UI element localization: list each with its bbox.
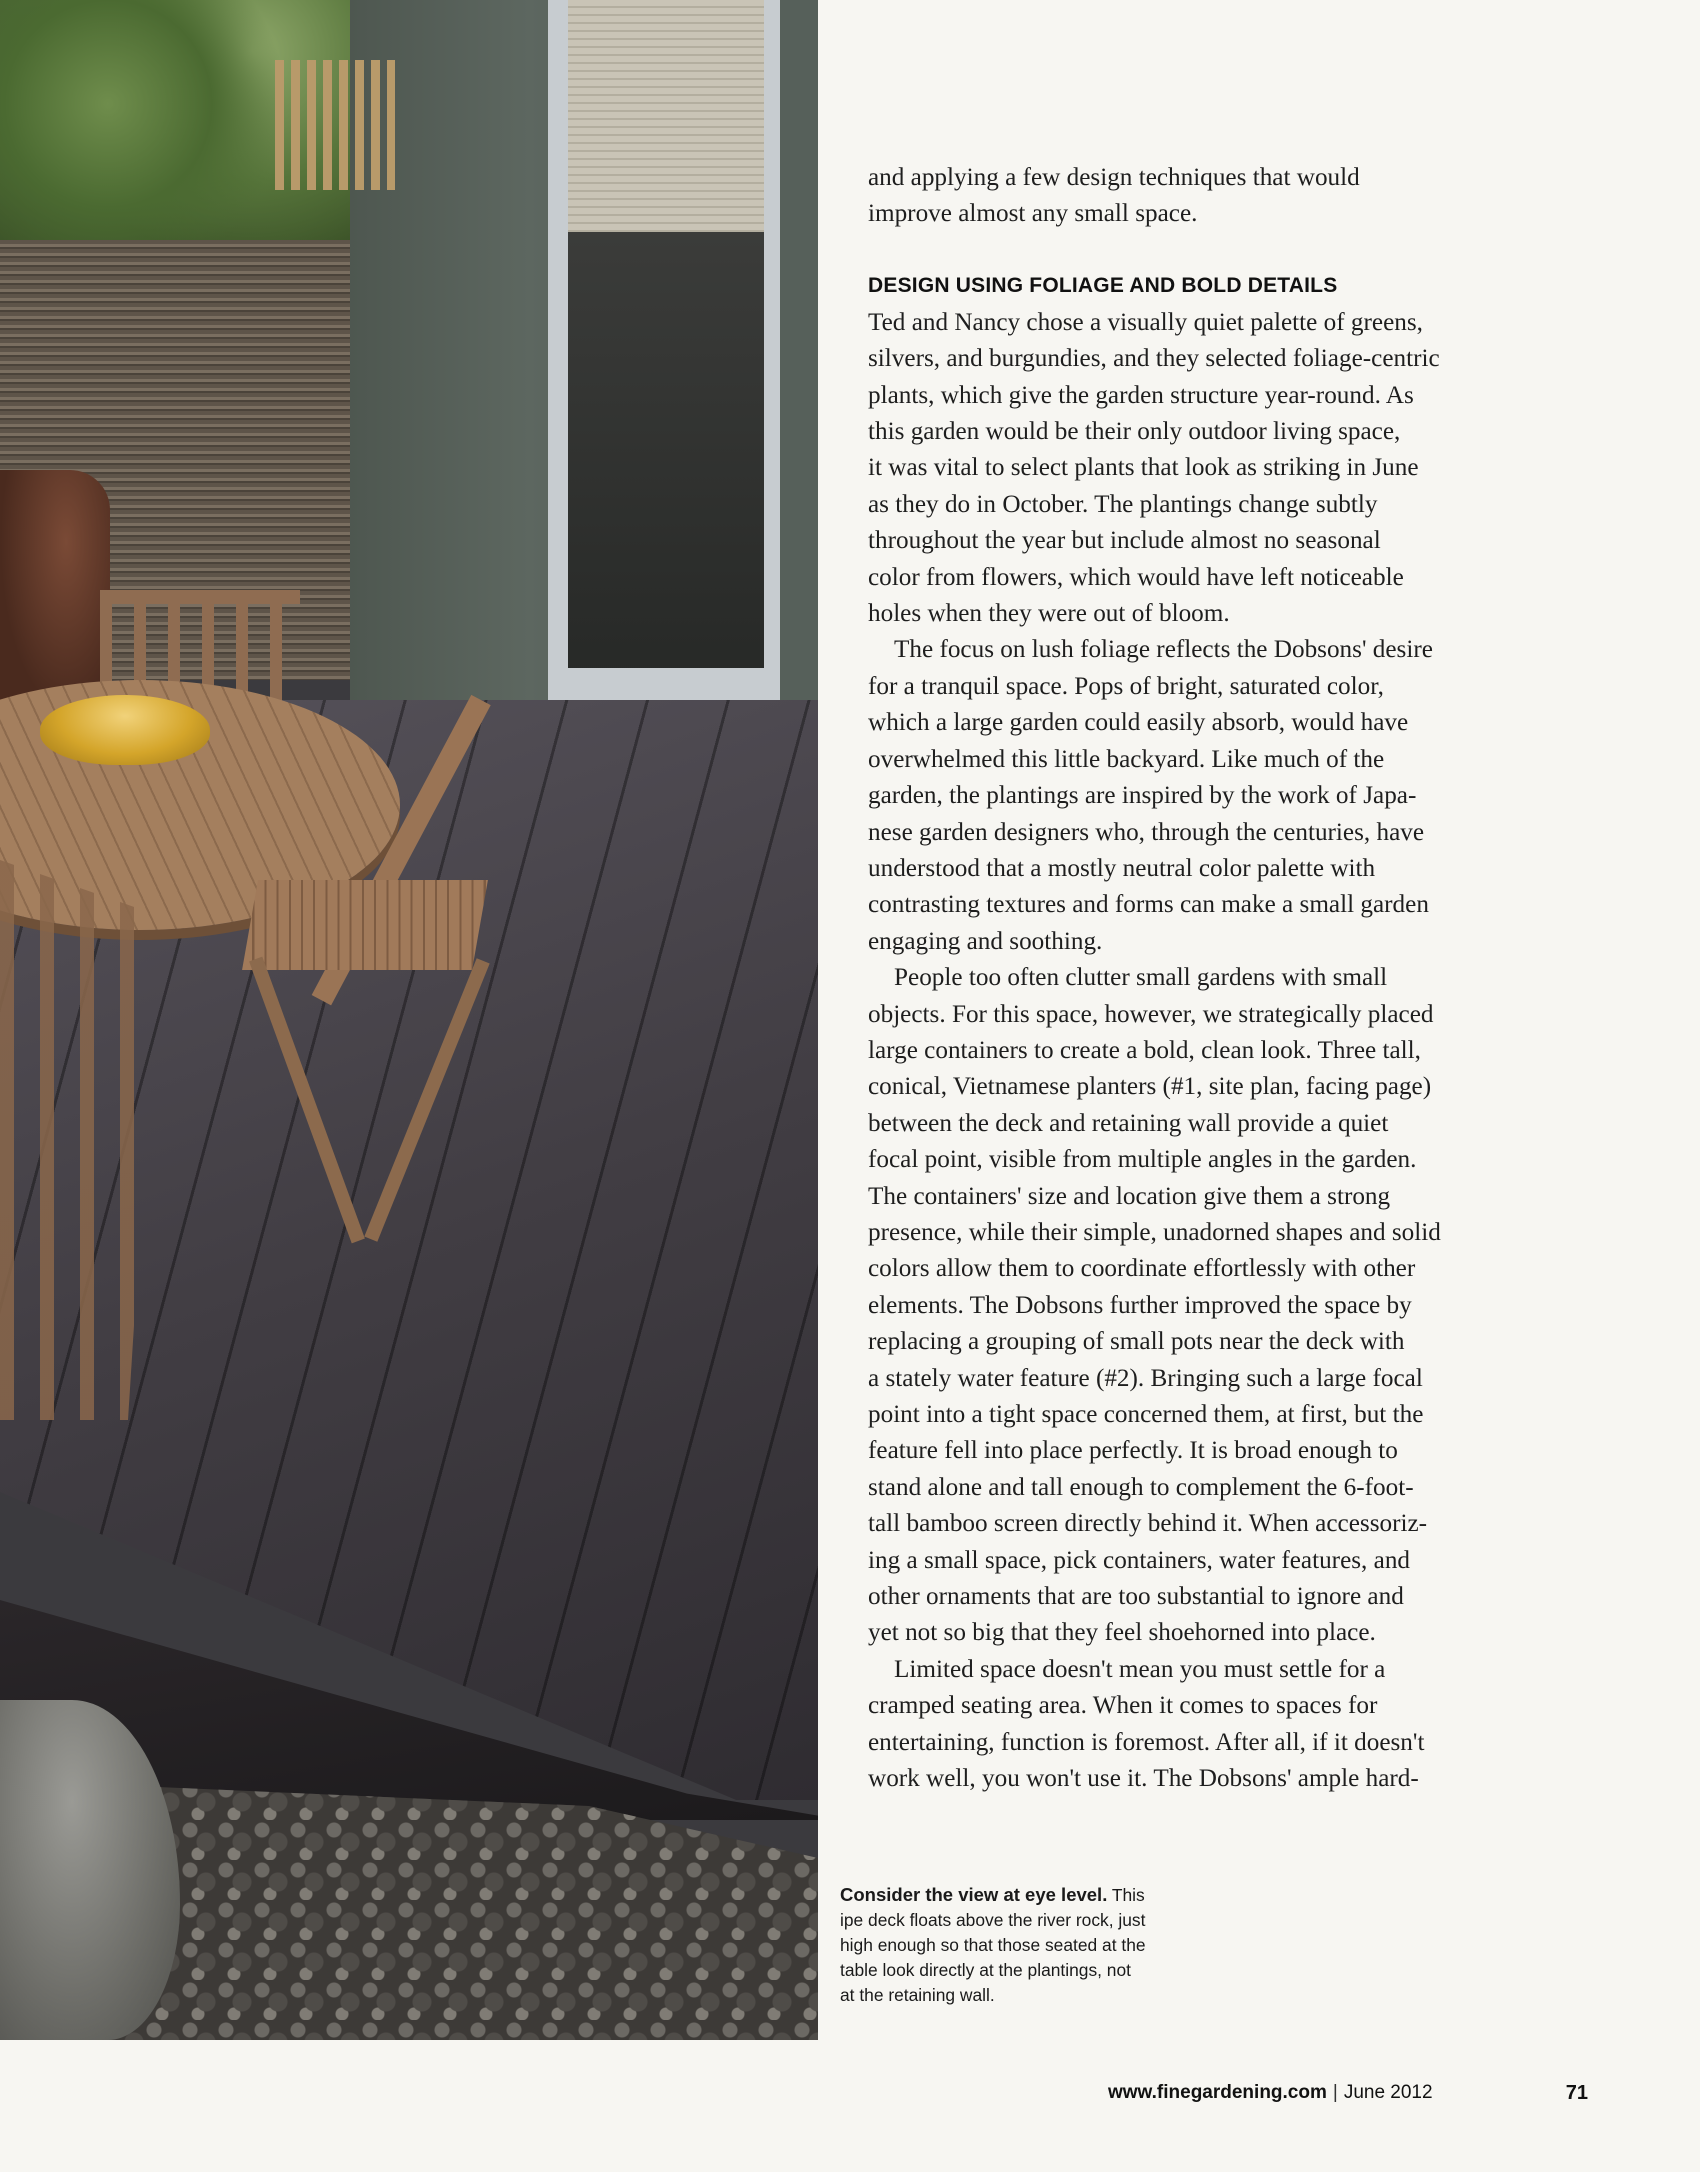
text-line: improve almost any small space. bbox=[868, 200, 1198, 228]
text-line: The containers' size and location give them a strong bbox=[868, 1182, 1391, 1210]
yellow-bowl bbox=[40, 695, 210, 765]
window-blind bbox=[568, 0, 764, 232]
paragraph-4 bbox=[868, 1652, 1518, 1798]
text-line: cramped seating area. When it comes to spaces for bbox=[868, 1692, 1378, 1720]
text-line: engaging and soothing. bbox=[868, 927, 1103, 955]
text-line: colors allow them to coordinate effortlessly with other bbox=[868, 1255, 1416, 1283]
text-line: conical, Vietnamese planters (#1, site plan, facing page) bbox=[868, 1073, 1432, 1101]
text-line: holes when they were out of bloom. bbox=[868, 600, 1230, 628]
text-line: overwhelmed this little backyard. Like much of the bbox=[868, 745, 1385, 773]
text-line: it was vital to select plants that look as striking in June bbox=[868, 454, 1419, 482]
text-line: between the deck and retaining wall provide a quiet bbox=[868, 1109, 1389, 1137]
text-line: a stately water feature (#2). Bringing such a large focal bbox=[868, 1364, 1423, 1392]
text-line: silvers, and burgundies, and they selected foliage-centric bbox=[868, 345, 1440, 373]
footer-separator: | bbox=[1332, 2082, 1338, 2103]
deck-photo bbox=[0, 0, 818, 2040]
paragraph-3 bbox=[868, 960, 1518, 1652]
water-urn bbox=[0, 470, 110, 710]
text-line: People too often clutter small gardens with small bbox=[894, 964, 1388, 992]
text-line: yet not so big that they feel shoehorned into place. bbox=[868, 1619, 1376, 1647]
footer-url: www.finegardening.com bbox=[1108, 2082, 1327, 2103]
text-line: The focus on lush foliage reflects the Dobsons' desire bbox=[894, 636, 1433, 664]
text-line: garden, the plantings are inspired by the work of Japa- bbox=[868, 782, 1417, 810]
caption-line: high enough so that those seated at the bbox=[840, 1935, 1146, 1955]
footer-issue: June 2012 bbox=[1343, 2082, 1433, 2103]
text-line: ing a small space, pick containers, water features, and bbox=[868, 1546, 1411, 1574]
text-line: replacing a grouping of small pots near the deck with bbox=[868, 1328, 1405, 1356]
text-line: objects. For this space, however, we strategically placed bbox=[868, 1000, 1434, 1028]
text-line: nese garden designers who, through the centuries, have bbox=[868, 818, 1425, 846]
text-line: work well, you won't use it. The Dobsons' ample hard- bbox=[868, 1765, 1419, 1793]
text-line: presence, while their simple, unadorned shapes and solid bbox=[868, 1218, 1441, 1246]
text-line: entertaining, function is foremost. After all, if it doesn't bbox=[868, 1728, 1425, 1756]
text-line: other ornaments that are too substantial to ignore and bbox=[868, 1583, 1404, 1611]
article-body bbox=[868, 160, 1518, 1797]
text-line: for a tranquil space. Pops of bright, saturated color, bbox=[868, 672, 1384, 700]
text-line: color from flowers, which would have left noticeable bbox=[868, 563, 1404, 591]
photo-caption bbox=[840, 1882, 1280, 2008]
text-line: throughout the year but include almost no seasonal bbox=[868, 527, 1381, 555]
text-line: this garden would be their only outdoor living space, bbox=[868, 418, 1401, 446]
text-line: and applying a few design techniques that would bbox=[868, 164, 1360, 191]
text-line: focal point, visible from multiple angles in the garden. bbox=[868, 1146, 1417, 1174]
caption-line: table look directly at the plantings, not bbox=[840, 1960, 1131, 1980]
wind-chime bbox=[275, 60, 395, 190]
intro-paragraph bbox=[868, 160, 1518, 233]
text-line: as they do in October. The plantings change subtly bbox=[868, 490, 1378, 518]
text-line: stand alone and tall enough to complement the 6-foot- bbox=[868, 1473, 1414, 1501]
text-line: large containers to create a bold, clean look. Three tall, bbox=[868, 1036, 1421, 1064]
text-line: understood that a mostly neutral color palette with bbox=[868, 854, 1376, 882]
text-line: Ted and Nancy chose a visually quiet palette of greens, bbox=[868, 308, 1423, 336]
caption-line: at the retaining wall. bbox=[840, 1985, 995, 2005]
text-line: point into a tight space concerned them, at first, but the bbox=[868, 1401, 1424, 1428]
text-line: which a large garden could easily absorb, would have bbox=[868, 709, 1409, 737]
caption-lead-rest: This bbox=[1107, 1885, 1145, 1905]
section-heading: DESIGN USING FOLIAGE AND BOLD DETAILS bbox=[868, 273, 1338, 297]
caption-lead: Consider the view at eye level. bbox=[840, 1884, 1108, 1905]
text-line: plants, which give the garden structure year-round. As bbox=[868, 381, 1414, 409]
folding-chair-seat bbox=[242, 880, 488, 970]
paragraph-2 bbox=[868, 632, 1518, 960]
text-line: tall bamboo screen directly behind it. When accessoriz- bbox=[868, 1510, 1428, 1538]
paragraph-1 bbox=[868, 305, 1518, 633]
text-line: feature fell into place perfectly. It is broad enough to bbox=[868, 1437, 1398, 1465]
text-line: Limited space doesn't mean you must settle for a bbox=[894, 1655, 1386, 1683]
page-footer bbox=[1108, 2078, 1588, 2108]
caption-line bbox=[840, 1882, 1280, 1908]
page-number: 71 bbox=[1565, 2082, 1588, 2104]
text-line: contrasting textures and forms can make a small garden bbox=[868, 891, 1429, 919]
caption-line: ipe deck floats above the river rock, just bbox=[840, 1910, 1146, 1930]
text-line: elements. The Dobsons further improved the space by bbox=[868, 1291, 1412, 1319]
